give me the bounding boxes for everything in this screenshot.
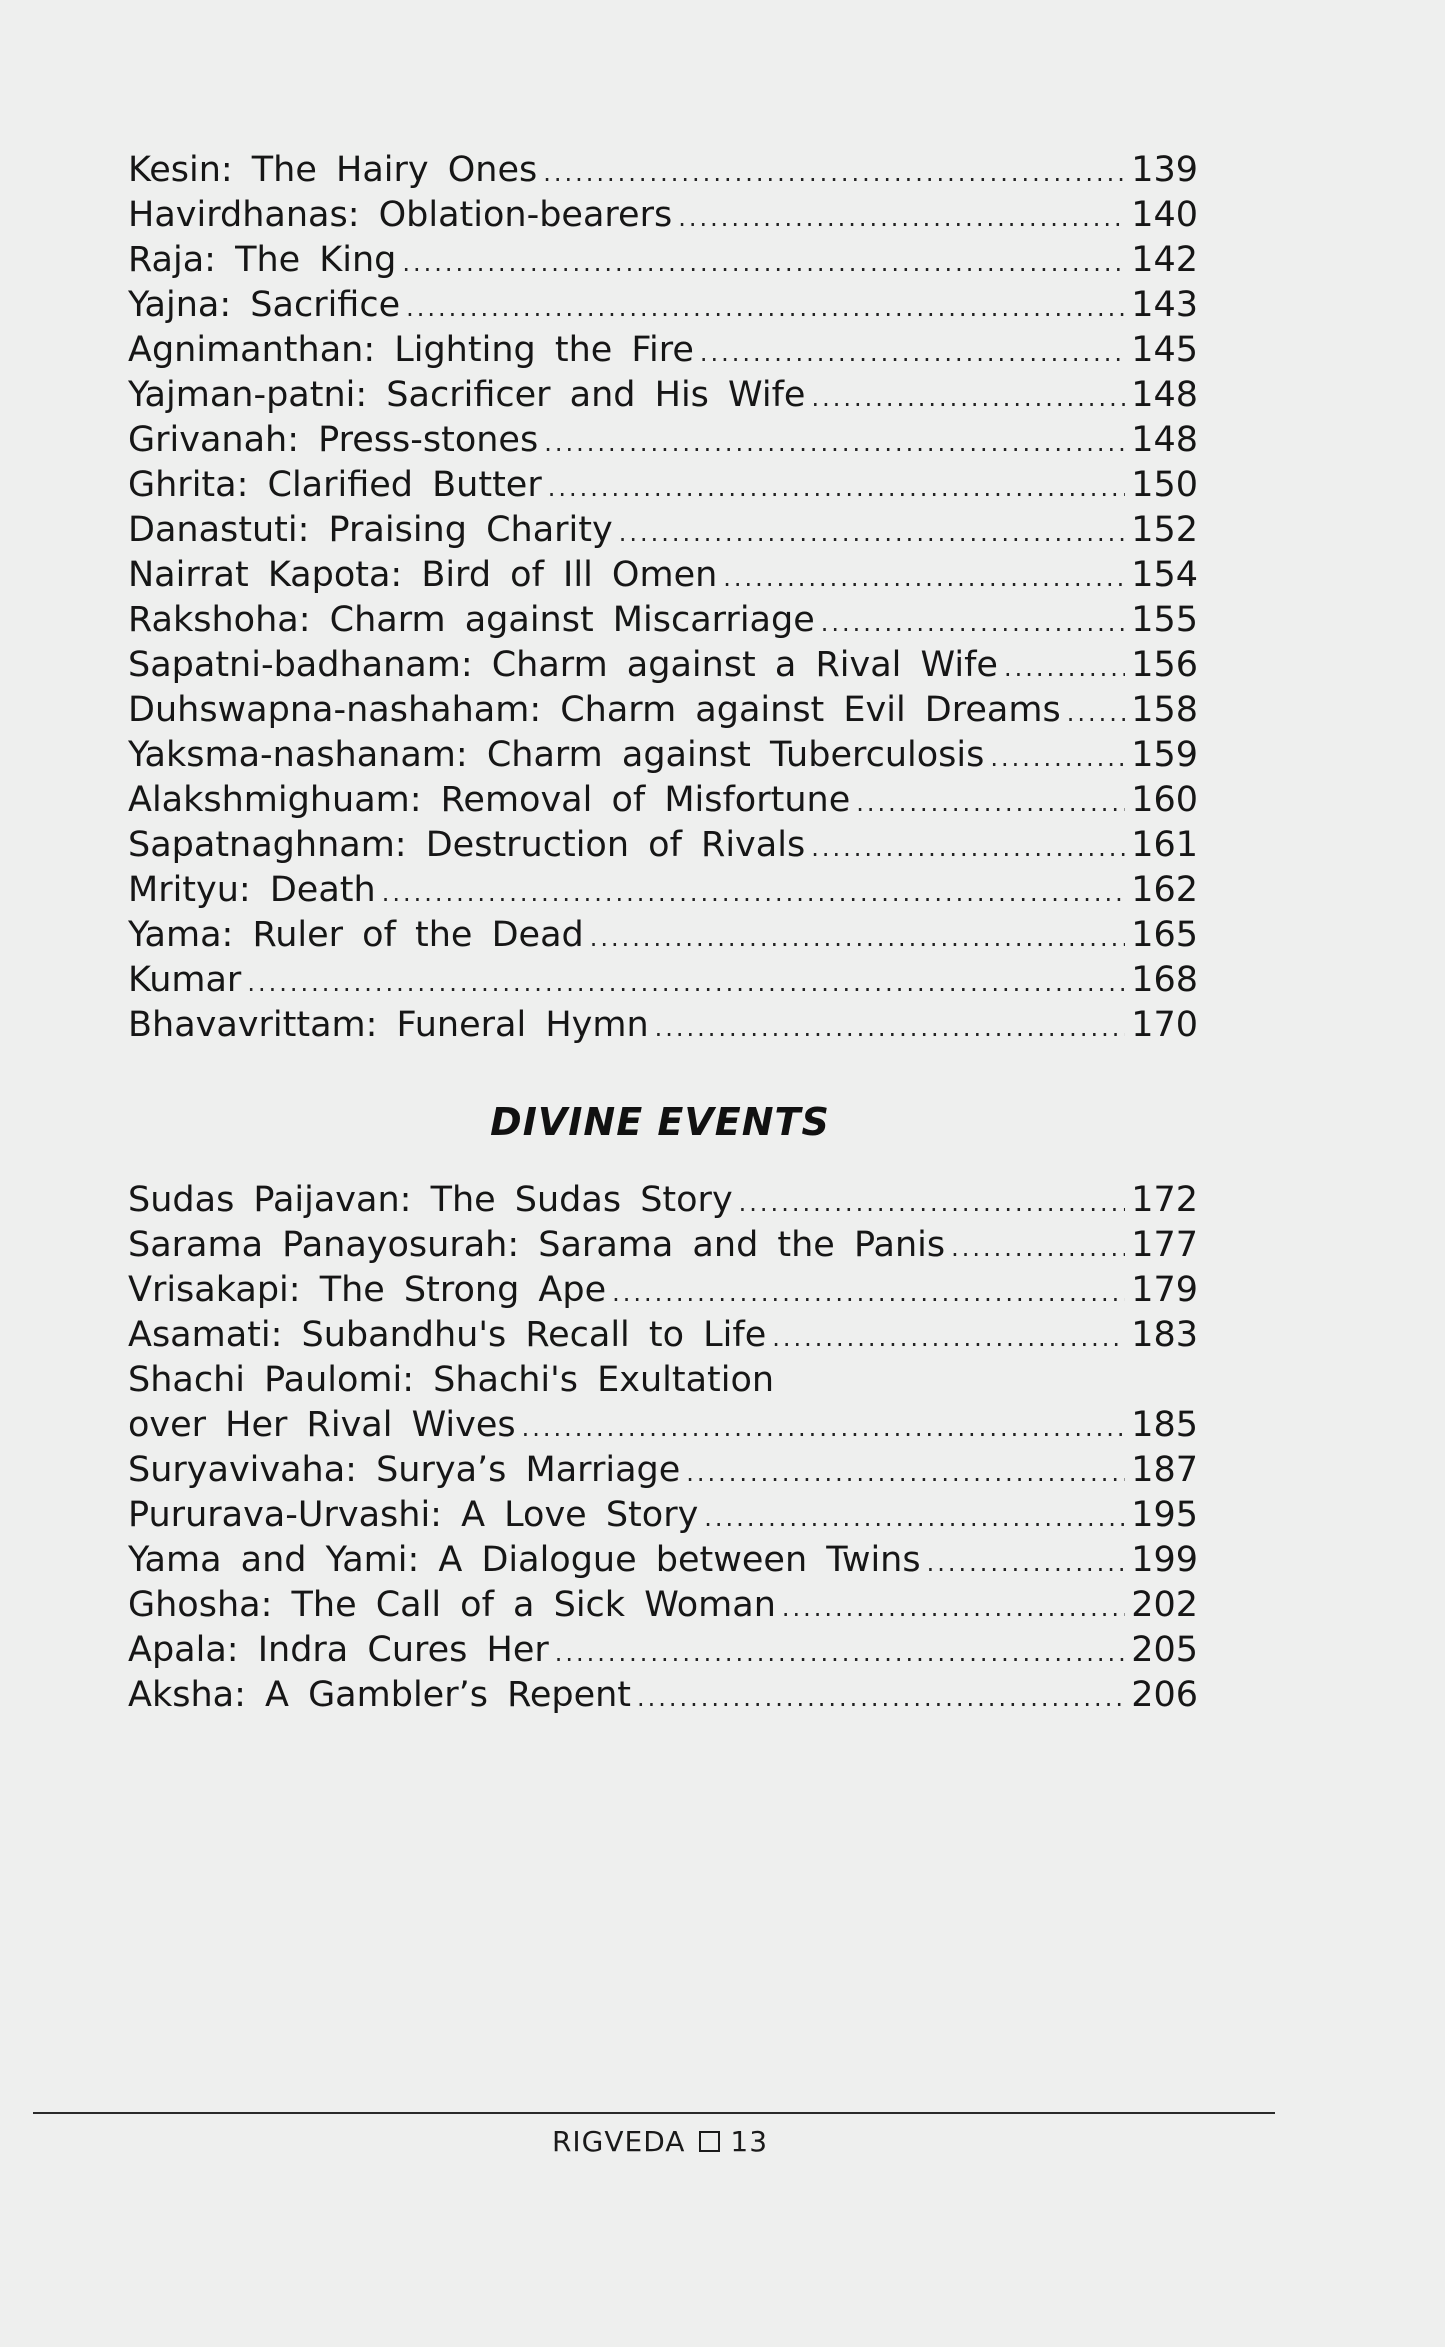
dot-leader [811, 376, 1125, 421]
dot-leader [590, 916, 1125, 961]
dot-leader [782, 1586, 1125, 1631]
toc-entry [128, 868, 1198, 913]
dot-leader [951, 1226, 1125, 1271]
toc-entry-page-number: 205 [1131, 1630, 1198, 1670]
toc-entry-page-number: 172 [1131, 1180, 1198, 1220]
dot-leader [402, 241, 1125, 286]
dot-leader [723, 556, 1125, 601]
toc-entry-title: Aksha: A Gambler’s Repent [128, 1675, 632, 1715]
toc-entry-page-number: 183 [1131, 1315, 1198, 1355]
dot-leader [522, 1406, 1126, 1451]
toc-entry-title: Apala: Indra Cures Her [128, 1630, 549, 1670]
toc-entry-page-number: 148 [1131, 375, 1198, 415]
toc-entry-title: Rakshoha: Charm against Miscarriage [128, 600, 815, 640]
dot-leader [543, 151, 1125, 196]
section-heading: DIVINE EVENTS [490, 1100, 830, 1144]
dot-leader [544, 421, 1125, 466]
table-of-contents-part-1 [128, 148, 1198, 1048]
dot-leader [1067, 691, 1126, 736]
toc-entry-title: Havirdhanas: Oblation-bearers [128, 195, 673, 235]
toc-entry [128, 1178, 1198, 1223]
dot-leader [548, 466, 1125, 511]
toc-entry-title: Ghosha: The Call of a Sick Woman [128, 1585, 776, 1625]
page-footer [0, 2122, 1320, 2162]
dot-leader [382, 871, 1126, 916]
toc-entry-page-number: 199 [1131, 1540, 1198, 1580]
toc-entry-title: Nairrat Kapota: Bird of Ill Omen [128, 555, 718, 595]
toc-entry [128, 958, 1198, 1003]
toc-entry-title: Raja: The King [128, 240, 397, 280]
dot-leader [704, 1496, 1125, 1541]
toc-entry [128, 1358, 1198, 1403]
dot-leader [678, 196, 1125, 241]
toc-entry-page-number: 140 [1131, 195, 1198, 235]
toc-entry-page-number: 165 [1131, 915, 1198, 955]
toc-entry-page-number: 177 [1131, 1225, 1198, 1265]
toc-entry [128, 1583, 1198, 1628]
toc-entry-title: Yajman-patni: Sacrificer and His Wife [128, 375, 806, 415]
toc-entry [128, 913, 1198, 958]
toc-entry-page-number: 152 [1131, 510, 1198, 550]
toc-entry [128, 238, 1198, 283]
toc-entry-title: Sapatnaghnam: Destruction of Rivals [128, 825, 806, 865]
toc-entry-page-number: 202 [1131, 1585, 1198, 1625]
toc-entry [128, 598, 1198, 643]
toc-entry [128, 553, 1198, 598]
toc-entry [128, 193, 1198, 238]
footer-rule [33, 2112, 1275, 2114]
toc-entry-page-number: 168 [1131, 960, 1198, 1000]
toc-entry [128, 688, 1198, 733]
dot-leader [739, 1181, 1126, 1226]
dot-leader [655, 1006, 1126, 1051]
toc-entry-title: Asamati: Subandhu's Recall to Life [128, 1315, 767, 1355]
toc-entry-title: over Her Rival Wives [128, 1405, 516, 1445]
dot-leader [619, 511, 1125, 556]
toc-entry-title: Sarama Panayosurah: Sarama and the Panis [128, 1225, 946, 1265]
toc-entry-title: Sudas Paijavan: The Sudas Story [128, 1180, 733, 1220]
dot-leader [990, 736, 1125, 781]
toc-entry [128, 148, 1198, 193]
square-box-icon [699, 2131, 720, 2152]
toc-entry-title: Yajna: Sacrifice [128, 285, 401, 325]
toc-entry [128, 1448, 1198, 1493]
toc-entry [128, 1223, 1198, 1268]
toc-entry [128, 328, 1198, 373]
toc-entry-page-number: 185 [1131, 1405, 1198, 1445]
dot-leader [856, 781, 1125, 826]
toc-entry [128, 643, 1198, 688]
toc-entry-page-number: 139 [1131, 150, 1198, 190]
toc-entry-title: Danastuti: Praising Charity [128, 510, 613, 550]
dot-leader [811, 826, 1125, 871]
toc-entry-title: Pururava-Urvashi: A Love Story [128, 1495, 699, 1535]
toc-entry-title: Vrisakapi: The Strong Ape [128, 1270, 607, 1310]
toc-entry-page-number: 148 [1131, 420, 1198, 460]
toc-entry-page-number: 162 [1131, 870, 1198, 910]
toc-entry-page-number: 161 [1131, 825, 1198, 865]
table-of-contents-part-2 [128, 1178, 1198, 1718]
toc-entry [128, 1538, 1198, 1583]
toc-entry-title: Ghrita: Clarified Butter [128, 465, 542, 505]
toc-entry-page-number: 187 [1131, 1450, 1198, 1490]
toc-entry [128, 418, 1198, 463]
toc-entry-page-number: 143 [1131, 285, 1198, 325]
toc-entry-page-number: 150 [1131, 465, 1198, 505]
toc-entry-title: Alakshmighuam: Removal of Misfortune [128, 780, 851, 820]
dot-leader [686, 1451, 1125, 1496]
dot-leader [821, 601, 1125, 646]
footer-page-number: 13 [730, 2125, 769, 2158]
toc-entry [128, 1493, 1198, 1538]
toc-entry-page-number: 145 [1131, 330, 1198, 370]
dot-leader [772, 1316, 1125, 1361]
toc-entry-title: Shachi Paulomi: Shachi's Exultation [128, 1360, 775, 1400]
toc-entry [128, 1673, 1198, 1718]
toc-entry [128, 463, 1198, 508]
toc-entry-page-number: 158 [1131, 690, 1198, 730]
toc-entry-title: Yama and Yami: A Dialogue between Twins [128, 1540, 921, 1580]
toc-entry-page-number: 206 [1131, 1675, 1198, 1715]
toc-entry [128, 508, 1198, 553]
toc-entry-title: Bhavavrittam: Funeral Hymn [128, 1005, 649, 1045]
toc-entry [128, 778, 1198, 823]
dot-leader [612, 1271, 1125, 1316]
toc-entry-title: Sapatni-badhanam: Charm against a Rival Wife [128, 645, 998, 685]
toc-entry-title: Yama: Ruler of the Dead [128, 915, 584, 955]
toc-entry-page-number: 179 [1131, 1270, 1198, 1310]
dot-leader [406, 286, 1125, 331]
toc-entry-title: Agnimanthan: Lighting the Fire [128, 330, 694, 370]
toc-entry-title: Mrityu: Death [128, 870, 376, 910]
toc-entry [128, 1268, 1198, 1313]
dot-leader [927, 1541, 1126, 1586]
toc-entry-title: Yaksma-nashanam: Charm against Tuberculosis [128, 735, 985, 775]
toc-entry-page-number: 170 [1131, 1005, 1198, 1045]
toc-entry-title: Kesin: The Hairy Ones [128, 150, 538, 190]
toc-entry [128, 1313, 1198, 1358]
toc-entry [128, 733, 1198, 778]
toc-entry-title: Duhswapna-nashaham: Charm against Evil Dreams [128, 690, 1061, 730]
dot-leader [247, 961, 1125, 1006]
footer-book-title: RIGVEDA [551, 2125, 686, 2158]
toc-entry [128, 1403, 1198, 1448]
dot-leader [1004, 646, 1125, 691]
toc-entry-page-number: 155 [1131, 600, 1198, 640]
toc-entry-title: Kumar [128, 960, 242, 1000]
dot-leader [555, 1631, 1125, 1676]
toc-entry-page-number: 142 [1131, 240, 1198, 280]
toc-entry [128, 373, 1198, 418]
toc-entry-page-number: 154 [1131, 555, 1198, 595]
toc-entry-page-number: 195 [1131, 1495, 1198, 1535]
dot-leader [700, 331, 1125, 376]
toc-entry-title: Suryavivaha: Surya’s Marriage [128, 1450, 681, 1490]
toc-entry [128, 1003, 1198, 1048]
toc-entry [128, 1628, 1198, 1673]
toc-entry-page-number: 156 [1131, 645, 1198, 685]
toc-entry [128, 823, 1198, 868]
toc-entry-page-number: 159 [1131, 735, 1198, 775]
toc-entry-title: Grivanah: Press-stones [128, 420, 539, 460]
toc-entry [128, 283, 1198, 328]
toc-entry-page-number: 160 [1131, 780, 1198, 820]
dot-leader [637, 1676, 1125, 1721]
